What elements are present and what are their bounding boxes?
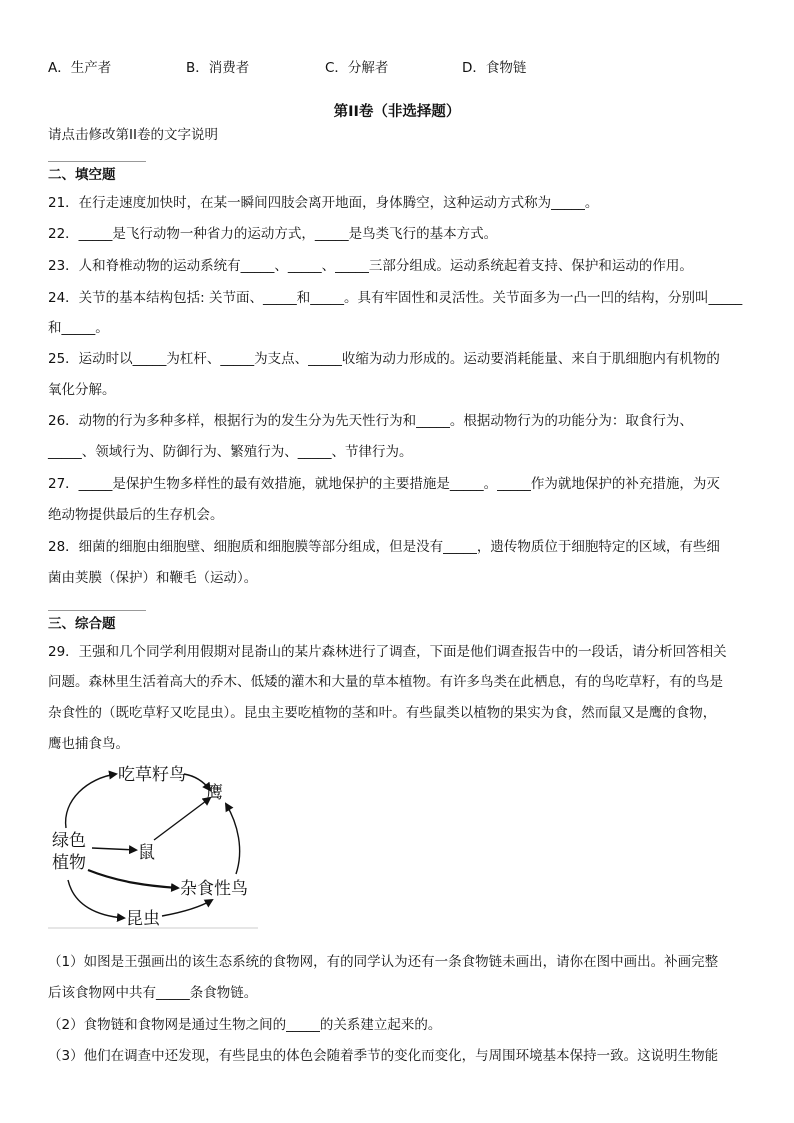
question-21: 21．在行走速度加快时，在某一瞬间四肢会离开地面，身体腾空，这种运动方式称为_____。 [48,195,599,211]
question-29-text: 杂食性的（既吃草籽又吃昆虫）。昆虫主要吃植物的茎和叶。有些鼠类以植物的果实为食，然而鼠又是鹰的食物， [48,705,717,721]
node-plant: 植物 [52,853,86,873]
question-29-text: 问题。森林里生活着高大的乔木、低矮的灌木和大量的草本植物。有许多鸟类在此栖息，有的鸟吃草籽，有的鸟是 [48,674,723,690]
comprehensive-heading: 三、综合题 [48,616,116,632]
option-d[interactable]: D．食物链 [462,60,527,76]
question-24: 24．关节的基本结构包括: 关节面、_____和_____。具有牢固性和灵活性。关节面多为一凸一凹的结构，分别叫_____ [48,290,743,306]
section-2-note[interactable]: 请点击修改第II卷的文字说明 [48,127,218,143]
arrow-plant-to-insect [68,880,124,918]
question-25: 25．运动时以_____为杠杆、_____为支点、_____收缩为动力形成的。运动要消耗能量、来自于肌细胞内有机物的 [48,351,720,367]
arrow-mouse-to-hawk [154,798,210,840]
food-web-svg [48,760,258,930]
question-23: 23．人和脊椎动物的运动系统有_____、_____、_____三部分组成。运动系统起着支持、保护和运动的作用。 [48,258,693,274]
sub-question-1: （1）如图是王强画出的该生态系统的食物网，有的同学认为还有一条食物链未画出，请你在图中画出。补画完整 [48,954,719,970]
section-2-title: 第II卷（非选择题） [333,104,461,120]
question-29: 29．王强和几个同学利用假期对昆嵛山的某片森林进行了调查，下面是他们调查报告中的一段话，请分析回答相关 [48,644,727,660]
arrow-plant-to-mouse [92,848,136,850]
divider [48,161,146,162]
question-26: 26．动物的行为多种多样，根据行为的发生分为先天性行为和_____。根据动物行为的功能分为：取食行为、 [48,413,693,429]
sub-question-1-cont: 后该食物网中共有_____条食物链。 [48,985,258,1001]
node-omnivorous-bird: 杂食性鸟 [180,879,248,899]
node-seed-eating-bird: 吃草籽鸟 [118,765,186,785]
food-web-diagram [48,760,258,930]
question-22: 22．_____是飞行动物一种省力的运动方式，_____是鸟类飞行的基本方式。 [48,226,498,242]
question-24-cont: 和_____。 [48,320,109,336]
sub-question-3: （3）他们在调查中还发现，有些昆虫的体色会随着季节的变化而变化，与周围环境基本保持一致。这说明生物能 [48,1048,719,1064]
question-29-text: 鹰也捕食鸟。 [48,736,129,752]
question-27: 27．_____是保护生物多样性的最有效措施，就地保护的主要措施是_____。_____作为就地保护的补充措施，为灭 [48,476,720,492]
fill-in-heading: 二、填空题 [48,167,116,183]
node-hawk: 鹰 [206,783,223,803]
arrow-insect-to-omnivore-bird [162,900,212,916]
arrow-plant-to-seed-bird [66,774,116,828]
node-plant: 绿色 [52,831,86,851]
question-28: 28．细菌的细胞由细胞壁、细胞质和细胞膜等部分组成，但是没有_____，遗传物质位于细胞特定的区域，有些细 [48,539,720,555]
option-a[interactable]: A．生产者 [48,60,112,76]
arrow-plant-to-omnivore-bird [88,870,178,888]
sub-question-2: （2）食物链和食物网是通过生物之间的_____的关系建立起来的。 [48,1017,442,1033]
option-b[interactable]: B．消费者 [186,60,250,76]
node-mouse: 鼠 [138,843,155,863]
arrow-omnivore-bird-to-hawk [226,804,240,874]
question-27-cont: 绝动物提供最后的生存机会。 [48,507,224,523]
question-25-cont: 氧化分解。 [48,382,116,398]
question-26-cont: _____、领域行为、防御行为、繁殖行为、_____、节律行为。 [48,444,413,460]
option-c[interactable]: C．分解者 [325,60,389,76]
divider [48,610,146,611]
node-insect: 昆虫 [126,909,160,929]
answer-options [48,56,748,76]
question-28-cont: 菌由荚膜（保护）和鞭毛（运动）。 [48,570,258,586]
